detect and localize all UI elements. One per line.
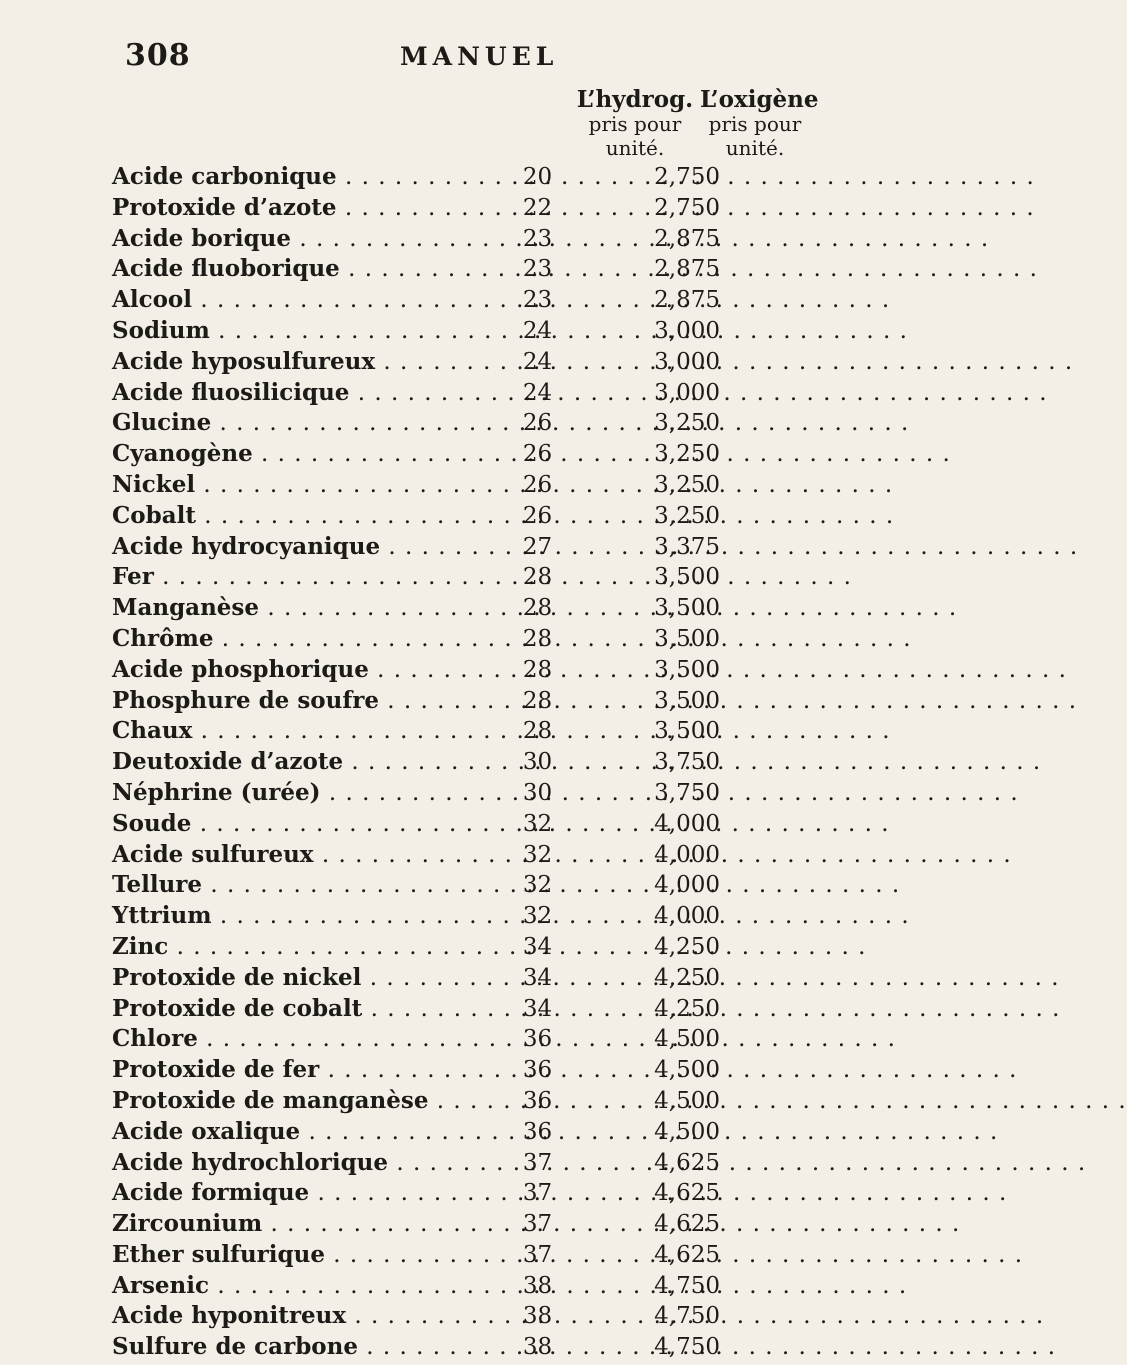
oxygen-value: 3,500 — [654, 687, 720, 714]
substance-name: Deutoxide d’azote . . . — [112, 747, 500, 777]
hydrogen-value: 32 — [522, 841, 553, 868]
oxygen-value: 4,500 — [654, 1026, 720, 1053]
hydrogen-value: 38 — [522, 1272, 553, 1299]
substance-name: Acide fluosilicique . . . — [112, 378, 500, 408]
hydrogen-value: 37 — [522, 1241, 553, 1268]
hydrogen-value: 28 — [522, 564, 553, 591]
column-header-hydrogen-line1: L’hydrog. — [576, 86, 694, 113]
oxygen-value: 4,250 — [654, 995, 720, 1022]
oxygen-value: 4,625 — [654, 1149, 720, 1176]
table-row — [112, 316, 812, 347]
oxygen-value: 3,750 — [654, 779, 720, 806]
hydrogen-value: 38 — [522, 1303, 553, 1330]
table-row — [112, 1086, 812, 1117]
substance-name: Yttrium . . . — [112, 901, 500, 931]
oxygen-value: 3,500 — [654, 718, 720, 745]
substance-name: Acide oxalique . . . — [112, 1117, 500, 1147]
oxygen-value: 4,625 — [654, 1211, 720, 1238]
hydrogen-value: 36 — [522, 1087, 553, 1114]
substance-name: Fer . . . — [112, 562, 500, 592]
oxygen-value: 4,750 — [654, 1272, 720, 1299]
hydrogen-value: 37 — [522, 1149, 553, 1176]
oxygen-value: 3,250 — [654, 410, 720, 437]
substance-name: Soude . . . — [112, 809, 500, 839]
oxygen-value: 2,750 — [654, 164, 720, 190]
substance-name: Acide fluoborique . . . — [112, 254, 500, 284]
table-row — [112, 408, 812, 439]
hydrogen-value: 37 — [522, 1180, 553, 1207]
substance-name: Acide hyposulfureux . . . — [112, 347, 500, 377]
table-row — [112, 655, 812, 686]
hydrogen-value: 34 — [522, 995, 553, 1022]
substance-name: Acide carbonique . . . — [112, 162, 500, 192]
running-head: MANUEL — [400, 42, 559, 71]
substance-name: Acide sulfureux . . . — [112, 840, 500, 870]
oxygen-value: 3,500 — [654, 595, 720, 622]
table-row — [112, 193, 812, 224]
hydrogen-value: 34 — [522, 964, 553, 991]
oxygen-value: 3,000 — [654, 379, 720, 406]
substance-name: Tellure . . . — [112, 870, 500, 900]
table-row — [112, 809, 812, 840]
table-row — [112, 686, 812, 717]
table-row — [112, 1301, 812, 1332]
table-row — [112, 994, 812, 1025]
oxygen-value: 4,250 — [654, 964, 720, 991]
substance-name: Glucine . . . — [112, 408, 500, 438]
hydrogen-value: 22 — [522, 194, 553, 221]
substance-name: Protoxide de cobalt . . . — [112, 994, 500, 1024]
hydrogen-value: 26 — [522, 502, 553, 529]
hydrogen-value: 24 — [522, 317, 553, 344]
substance-name: Zinc . . . — [112, 932, 500, 962]
hydrogen-value: 26 — [522, 471, 553, 498]
table-row — [112, 778, 812, 809]
oxygen-value: 4,625 — [654, 1241, 720, 1268]
table-row — [112, 1178, 812, 1209]
oxygen-value: 4,000 — [654, 872, 720, 899]
hydrogen-value: 24 — [522, 348, 553, 375]
column-header-oxygen-line1: L’oxigène — [700, 86, 819, 113]
hydrogen-value: 32 — [522, 810, 553, 837]
oxygen-value: 2,875 — [654, 287, 720, 314]
hydrogen-value: 36 — [522, 1057, 553, 1084]
table-row — [112, 1240, 812, 1271]
table-row — [112, 532, 812, 563]
table-row — [112, 932, 812, 963]
table-row — [112, 1055, 812, 1086]
column-header-hydrogen — [560, 88, 710, 160]
table-row — [112, 716, 812, 747]
substance-name: Protoxide d’azote . . . — [112, 193, 500, 223]
table-row — [112, 1024, 812, 1055]
substance-name: Sulfure de carbone . . . — [112, 1332, 500, 1362]
table-row — [112, 1209, 812, 1240]
substance-name: Arsenic . . . — [112, 1271, 500, 1301]
substance-name: Protoxide de manganèse . . . — [112, 1086, 500, 1116]
oxygen-value: 3,750 — [654, 749, 720, 776]
table-row — [112, 254, 812, 285]
table-row — [112, 747, 812, 778]
table-row — [112, 593, 812, 624]
hydrogen-value: 27 — [522, 533, 553, 560]
hydrogen-value: 36 — [522, 1026, 553, 1053]
hydrogen-value: 30 — [522, 749, 553, 776]
substance-name: Acide hyponitreux . . . — [112, 1301, 500, 1331]
oxygen-value: 3,500 — [654, 625, 720, 652]
substance-name: Nickel . . . — [112, 470, 500, 500]
hydrogen-value: 20 — [522, 164, 553, 190]
oxygen-value: 4,500 — [654, 1118, 720, 1145]
hydrogen-value: 28 — [522, 687, 553, 714]
substance-name: Phosphure de soufre . . . — [112, 686, 500, 716]
oxygen-value: 4,000 — [654, 810, 720, 837]
oxygen-value: 4,000 — [654, 903, 720, 930]
hydrogen-value: 26 — [522, 441, 553, 468]
table-row — [112, 285, 812, 316]
column-header-oxygen — [700, 86, 819, 160]
table-row — [112, 1271, 812, 1302]
table-row — [112, 840, 812, 871]
column-header-hydrogen-line3: unité. — [605, 136, 665, 160]
substance-name: Cobalt . . . — [112, 501, 500, 531]
oxygen-value: 3,250 — [654, 441, 720, 468]
oxygen-value: 4,750 — [654, 1303, 720, 1330]
hydrogen-value: 26 — [522, 410, 553, 437]
table-row — [112, 1332, 812, 1363]
substance-name: Cyanogène . . . — [112, 439, 500, 469]
table-row — [112, 162, 812, 193]
hydrogen-value: 24 — [522, 379, 553, 406]
substance-name: Chrôme . . . — [112, 624, 500, 654]
oxygen-value: 4,250 — [654, 933, 720, 960]
hydrogen-value: 38 — [522, 1334, 553, 1361]
hydrogen-value: 36 — [522, 1118, 553, 1145]
substance-name: Protoxide de fer . . . — [112, 1055, 500, 1085]
substance-name: Chlore . . . — [112, 1024, 500, 1054]
oxygen-value: 3,500 — [654, 656, 720, 683]
oxygen-value: 4,000 — [654, 841, 720, 868]
hydrogen-value: 23 — [522, 225, 553, 252]
column-header-hydrogen-line2: pris pour — [588, 112, 682, 136]
substance-name: Manganèse . . . — [112, 593, 500, 623]
oxygen-value: 4,500 — [654, 1087, 720, 1114]
hydrogen-value: 32 — [522, 872, 553, 899]
oxygen-value: 2,750 — [654, 194, 720, 221]
oxygen-value: 4,750 — [654, 1334, 720, 1361]
oxygen-value: 3,375 — [654, 533, 720, 560]
substance-name: Zircounium . . . — [112, 1209, 500, 1239]
column-header-oxygen-line2: pris pour — [708, 112, 802, 136]
equivalents-table — [112, 162, 812, 1363]
table-row — [112, 347, 812, 378]
oxygen-value: 3,000 — [654, 348, 720, 375]
table-row — [112, 963, 812, 994]
oxygen-value: 3,000 — [654, 317, 720, 344]
table-row — [112, 624, 812, 655]
substance-name: Acide formique . . . — [112, 1178, 500, 1208]
substance-name: Chaux . . . — [112, 716, 500, 746]
hydrogen-value: 30 — [522, 779, 553, 806]
oxygen-value: 3,250 — [654, 502, 720, 529]
table-row — [112, 378, 812, 409]
hydrogen-value: 37 — [522, 1211, 553, 1238]
oxygen-value: 3,500 — [654, 564, 720, 591]
table-row — [112, 1117, 812, 1148]
hydrogen-value: 28 — [522, 595, 553, 622]
substance-name: Néphrine (urée) . . . — [112, 778, 500, 808]
substance-name: Acide hydrochlorique . . . — [112, 1148, 500, 1178]
hydrogen-value: 34 — [522, 933, 553, 960]
table-row — [112, 470, 812, 501]
hydrogen-value: 23 — [522, 256, 553, 283]
hydrogen-value: 28 — [522, 718, 553, 745]
substance-name: Ether sulfurique . . . — [112, 1240, 500, 1270]
oxygen-value: 2,875 — [654, 256, 720, 283]
substance-name: Acide hydrocyanique . . . — [112, 532, 500, 562]
substance-name: Protoxide de nickel . . . — [112, 963, 500, 993]
table-row — [112, 224, 812, 255]
substance-name: Sodium . . . — [112, 316, 500, 346]
hydrogen-value: 23 — [522, 287, 553, 314]
table-row — [112, 870, 812, 901]
substance-name: Alcool . . . — [112, 285, 500, 315]
page-number: 308 — [125, 38, 191, 73]
oxygen-value: 3,250 — [654, 471, 720, 498]
oxygen-value: 4,625 — [654, 1180, 720, 1207]
table-row — [112, 901, 812, 932]
oxygen-value: 4,500 — [654, 1057, 720, 1084]
table-row — [112, 562, 812, 593]
column-header-oxygen-line3: unité. — [725, 136, 785, 160]
table-row — [112, 439, 812, 470]
table-row — [112, 501, 812, 532]
table-row — [112, 1148, 812, 1179]
substance-name: Acide phosphorique . . . — [112, 655, 500, 685]
oxygen-value: 2,875 — [654, 225, 720, 252]
hydrogen-value: 28 — [522, 656, 553, 683]
hydrogen-value: 28 — [522, 625, 553, 652]
hydrogen-value: 32 — [522, 903, 553, 930]
substance-name: Acide borique . . . — [112, 224, 500, 254]
